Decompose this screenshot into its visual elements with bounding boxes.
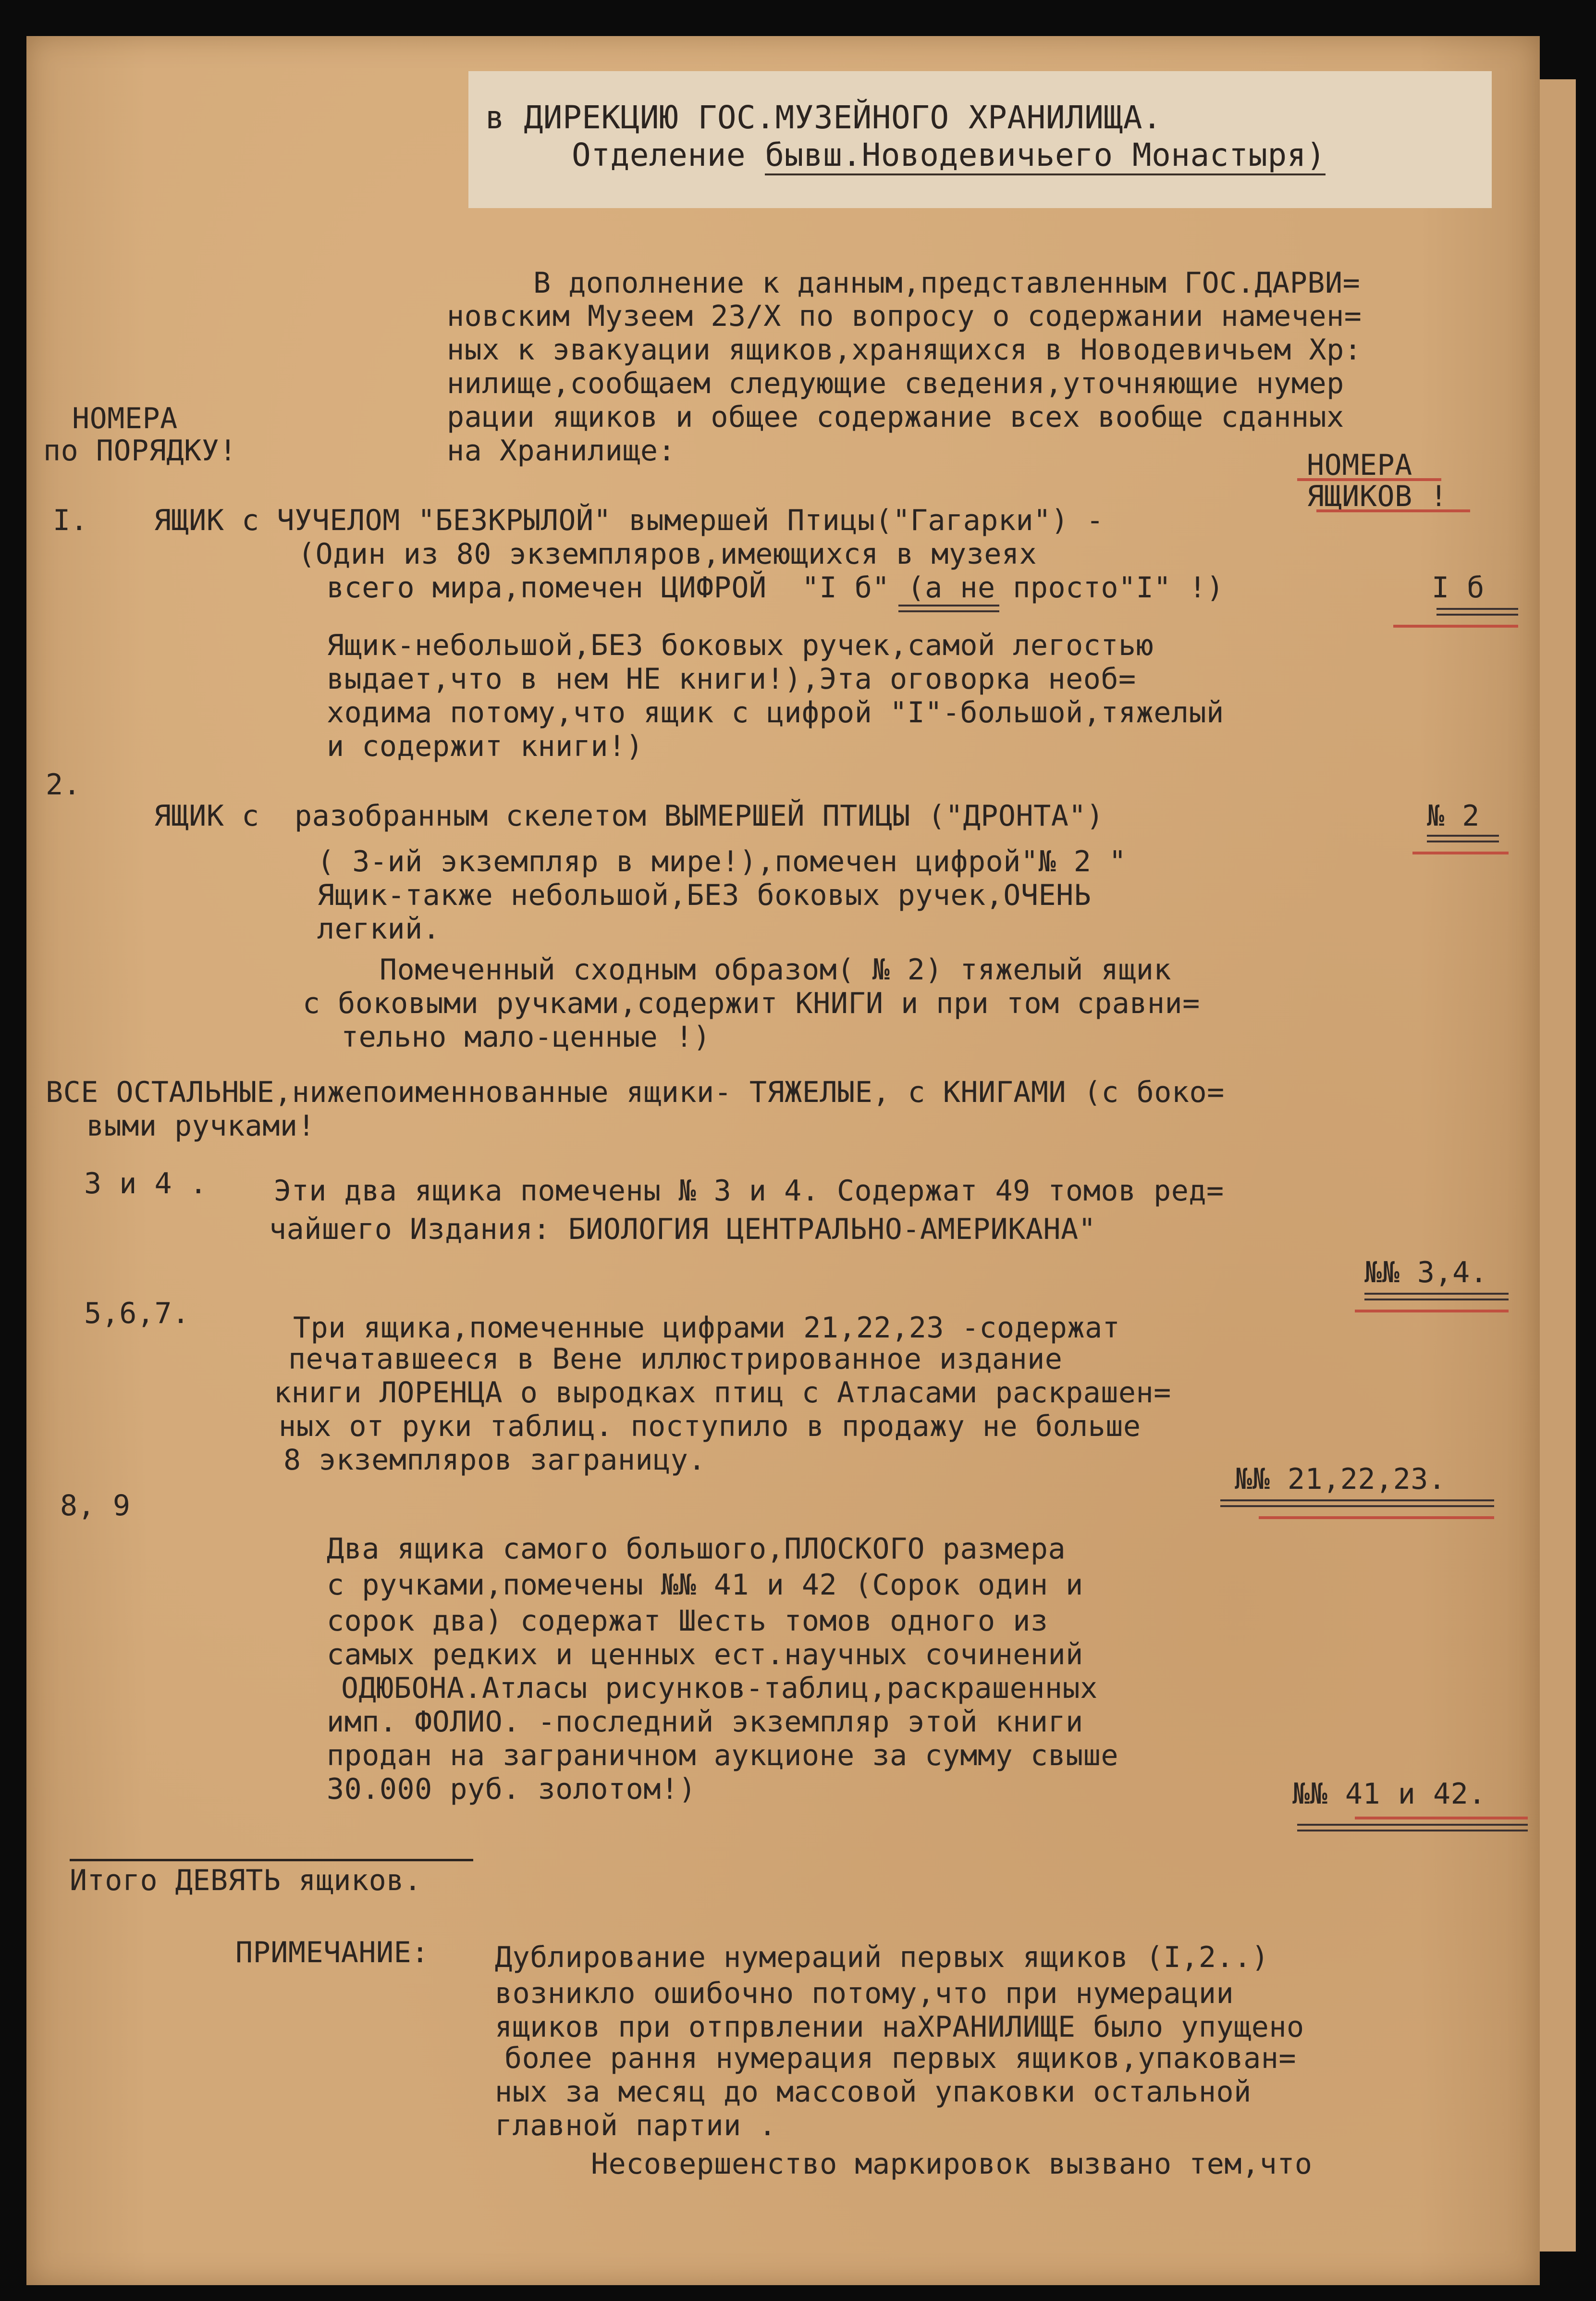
entry-1-box-number: I б bbox=[1432, 571, 1485, 605]
entry-5-line: сорок два) содержат Шесть томов одного из bbox=[327, 1604, 1048, 1638]
entry-2-line: тельно мало-ценные !) bbox=[341, 1020, 711, 1054]
entry-3-line: Эти два ящика помечены № 3 и 4. Содержат 49 томов ред= bbox=[274, 1174, 1224, 1208]
entry-4-line: печатавшееся в Вене иллюстрированное издание bbox=[288, 1342, 1063, 1376]
note-line: ящиков при отпрвлении наХРАНИЛИЩЕ было упущено bbox=[495, 2010, 1304, 2044]
intro-line: нилище,сообщаем следующие сведения,уточняющие нумер bbox=[447, 367, 1344, 400]
entry-5-box-number: №№ 41 и 42. bbox=[1292, 1777, 1486, 1811]
entry-1-number: I. bbox=[53, 504, 88, 537]
entry-5-number: 8, 9 bbox=[60, 1489, 131, 1522]
entry-4-line: Три ящика,помеченные цифрами 21,22,23 -содержат bbox=[293, 1311, 1120, 1345]
intro-line: ных к эвакуации ящиков,хранящихся в Новодевичьем Хр: bbox=[447, 333, 1362, 367]
red-pencil-mark bbox=[1393, 625, 1518, 628]
left-heading-2: по ПОРЯДКУ! bbox=[43, 434, 237, 468]
intro-line: В дополнение к данным,представленным ГОС.ДАРВИ= bbox=[533, 266, 1361, 300]
entry-4-box-number: №№ 21,22,23. bbox=[1235, 1462, 1446, 1496]
intro-line: новским Музеем 23/X по вопросу о содержании намечен= bbox=[447, 299, 1362, 333]
rest-line: ВСЕ ОСТАЛЬНЫЕ,нижепоименнованные ящики- ТЯЖЕЛЫЕ, с КНИГАМИ (с боко= bbox=[46, 1076, 1225, 1109]
note-line: главной партии . bbox=[495, 2109, 776, 2142]
entry-5-line: имп. ФОЛИО. -последний экземпляр этой книги bbox=[327, 1705, 1083, 1739]
header-line-2 bbox=[572, 136, 1326, 173]
entry-5-line: самых редких и ценных ест.научных сочинений bbox=[327, 1638, 1083, 1671]
entry-5-line: ОДЮБОНА.Атласы рисунков-таблиц,раскрашенных bbox=[341, 1671, 1098, 1705]
left-heading-1: НОМЕРА bbox=[72, 402, 178, 435]
total-line: Итого ДЕВЯТЬ ящиков. bbox=[70, 1864, 422, 1897]
entry-2-box-number: № 2 bbox=[1427, 799, 1480, 833]
header-line-1: в ДИРЕКЦИЮ ГОС.МУЗЕЙНОГО ХРАНИЛИЩА. bbox=[485, 99, 1162, 136]
red-pencil-mark bbox=[1355, 1310, 1509, 1312]
entry-5-box-underline bbox=[1297, 1824, 1528, 1831]
right-heading-1: НОМЕРА bbox=[1307, 448, 1412, 482]
entry-2-line: ЯЩИК с разобранным скелетом ВЫМЕРШЕЙ ПТИЦЫ ("ДРОНТА") bbox=[154, 799, 1104, 833]
entry-1-line: (Один из 80 экземпляров,имеющихся в музеях bbox=[298, 537, 1037, 571]
entry-1-line: выдает,что в нем НЕ книги!),Эта оговорка необ= bbox=[327, 662, 1136, 696]
note-line: более рання нумерация первых ящиков,упакован= bbox=[504, 2041, 1297, 2075]
note-label: ПРИМЕЧАНИЕ: bbox=[235, 1936, 429, 1969]
entry-2-line: ( 3-ий экземпляр в мире!),помечен цифрой"№ 2 " bbox=[317, 845, 1127, 878]
entry-4-line: ных от руки таблиц. поступило в продажу не больше bbox=[279, 1410, 1141, 1443]
note-line: ных за месяц до массовой упаковки остальной bbox=[495, 2075, 1252, 2109]
entry-2-number: 2. bbox=[46, 768, 81, 802]
red-pencil-mark bbox=[1412, 852, 1509, 854]
entry-2-box-underline bbox=[1427, 835, 1499, 842]
header-line-2-prefix: Отделение bbox=[572, 136, 765, 173]
entry-5-line: продан на заграничном аукционе за сумму свыше bbox=[327, 1739, 1119, 1772]
header-line-2-underlined: бывш.Новодевичьего Монастыря) bbox=[765, 136, 1326, 175]
entry-1-line: и содержит книги!) bbox=[327, 730, 644, 763]
entry-1-line: ЯЩИК с ЧУЧЕЛОМ "БЕЗКРЫЛОЙ" вымершей Птицы("Гагарки") - bbox=[154, 504, 1104, 537]
entry-5-line: с ручками,помечены №№ 41 и 42 (Сорок один и bbox=[327, 1568, 1083, 1602]
entry-1-double-underline bbox=[898, 605, 999, 612]
note-line: возникло ошибочно потому,что при нумерации bbox=[495, 1977, 1234, 2010]
entry-2-line: Ящик-также небольшой,БЕЗ боковых ручек,ОЧЕНЬ bbox=[317, 878, 1092, 912]
red-pencil-mark bbox=[1297, 478, 1441, 481]
entry-2-line: с боковыми ручками,содержит КНИГИ и при том сравни= bbox=[303, 987, 1200, 1020]
red-pencil-mark bbox=[1355, 1817, 1528, 1819]
red-pencil-mark bbox=[1316, 509, 1470, 512]
entry-1-line: Ящик-небольшой,БЕЗ боковых ручек,самой легостью bbox=[327, 629, 1154, 662]
entry-5-line: Два ящика самого большого,ПЛОСКОГО размера bbox=[327, 1532, 1066, 1566]
entry-4-line: 8 экземпляров заграницу. bbox=[283, 1443, 706, 1477]
entry-3-number: 3 и 4 . bbox=[84, 1167, 208, 1200]
note-line: Дублирование нумераций первых ящиков (I,2..) bbox=[495, 1941, 1269, 1974]
entry-3-box-number: №№ 3,4. bbox=[1364, 1256, 1488, 1289]
entry-4-number: 5,6,7. bbox=[84, 1297, 190, 1330]
red-pencil-mark bbox=[1259, 1516, 1494, 1519]
entry-1-line: ходима потому,что ящик с цифрой "I"-большой,тяжелый bbox=[327, 696, 1224, 730]
entry-4-line: книги ЛОРЕНЦА о выродках птиц с Атласами раскрашен= bbox=[274, 1376, 1171, 1410]
entry-3-box-underline bbox=[1364, 1293, 1509, 1300]
note-footer-line: Несовершенство маркировок вызвано тем,что bbox=[591, 2147, 1313, 2181]
entry-4-box-underline bbox=[1220, 1499, 1494, 1507]
entry-5-line: 30.000 руб. золотом!) bbox=[327, 1772, 697, 1806]
entry-3-line: чайшего Издания: БИОЛОГИЯ ЦЕНТРАЛЬНО-АМЕРИКАНА" bbox=[269, 1212, 1096, 1246]
intro-line: рации ящиков и общее содержание всех вообще сданных bbox=[447, 400, 1344, 434]
rest-line: выми ручками! bbox=[86, 1109, 316, 1143]
entry-1-line: всего мира,помечен ЦИФРОЙ "I б" (а не просто"I" !) bbox=[327, 571, 1224, 605]
intro-line: на Хранилище: bbox=[447, 434, 676, 468]
entry-1-box-underline bbox=[1436, 608, 1518, 616]
total-rule bbox=[70, 1859, 473, 1861]
entry-2-line: Помеченный сходным образом( № 2) тяжелый ящик bbox=[380, 953, 1172, 987]
right-heading-2: ЯЩИКОВ ! bbox=[1307, 480, 1448, 513]
entry-2-line: легкий. bbox=[317, 912, 441, 946]
